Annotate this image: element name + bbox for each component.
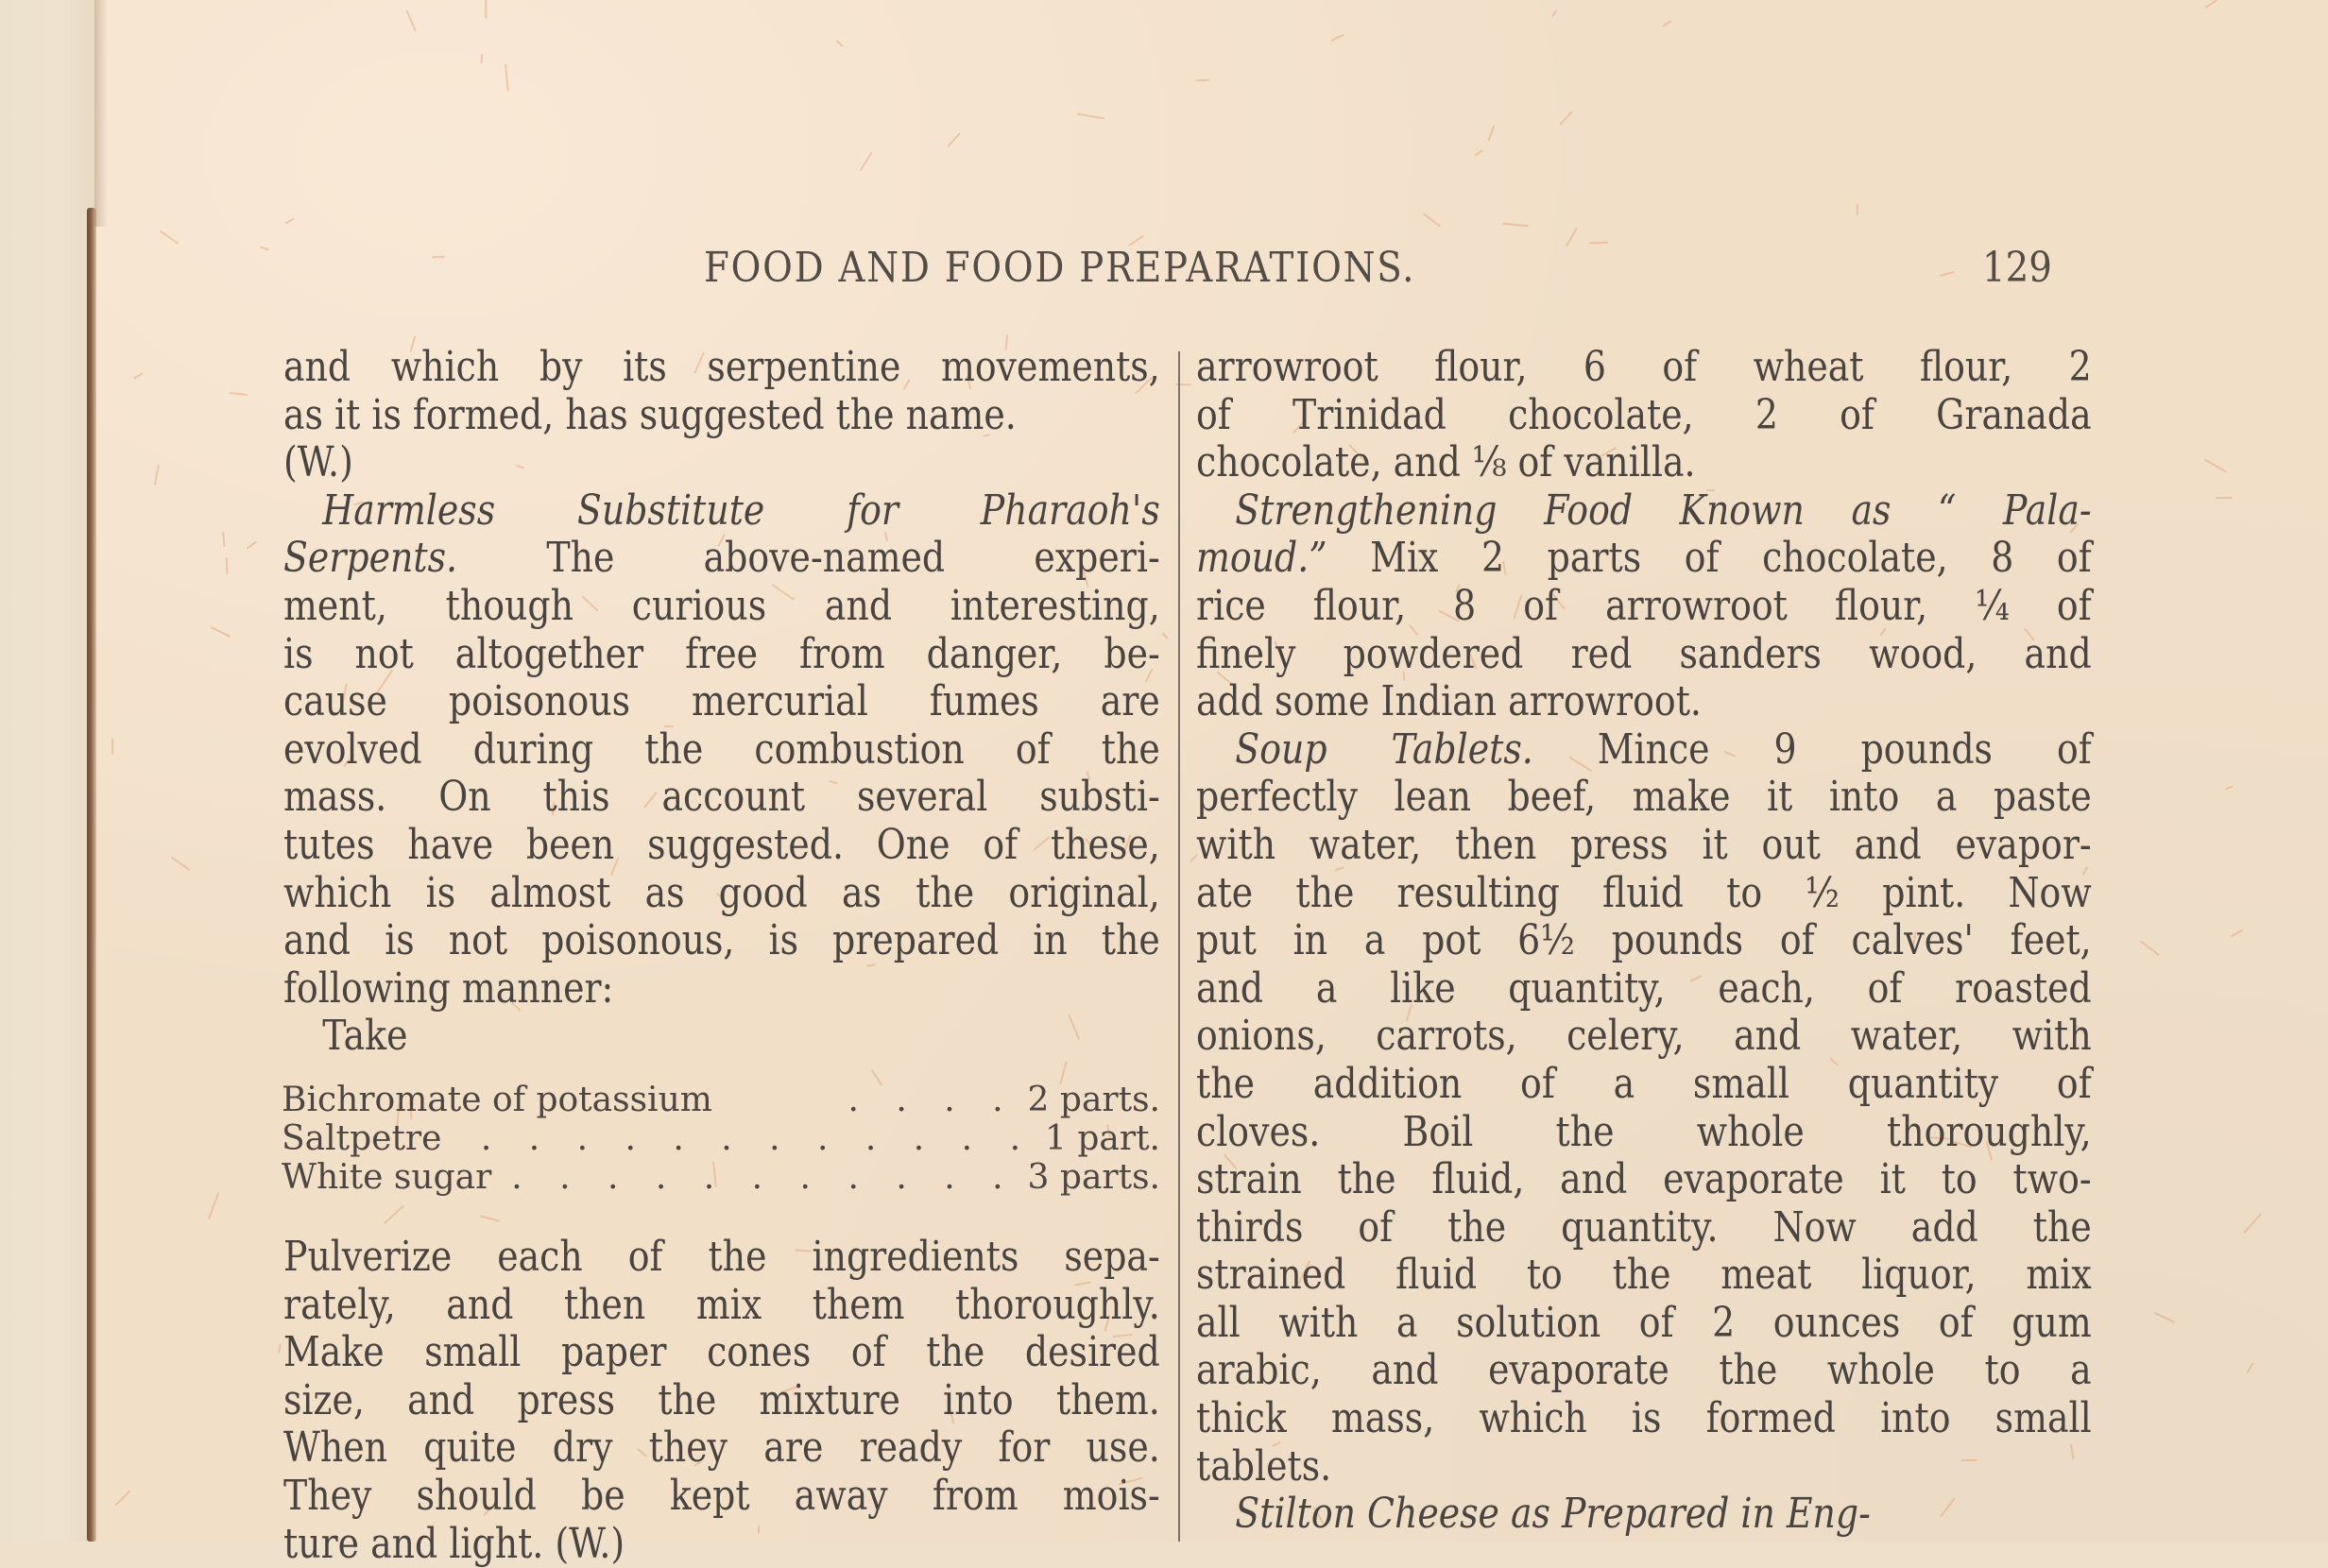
line-text: with water, then press it out and evapor- bbox=[1196, 820, 2092, 869]
line-text: and a like quantity, each, of roasted bbox=[1196, 963, 2092, 1013]
text-line bbox=[283, 965, 1160, 1014]
italic-heading: Stilton Cheese as Prepared in Eng- bbox=[1235, 1490, 1871, 1539]
text-line bbox=[1196, 1300, 2092, 1348]
text-line bbox=[1196, 535, 2092, 583]
line-text: put in a pot 6½ pounds of calves' feet, bbox=[1196, 916, 2092, 965]
line-text: the addition of a small quantity of bbox=[1196, 1059, 2092, 1108]
text-line bbox=[283, 678, 1160, 726]
line-text: is not altogether free from danger, be- bbox=[283, 629, 1160, 678]
line-text: of Trinidad chocolate, 2 of Granada bbox=[1196, 390, 2092, 439]
text-line bbox=[1196, 726, 2092, 775]
line-text: and which by its serpentine movements, bbox=[283, 343, 1160, 391]
line-text: They should be kept away from mois- bbox=[283, 1471, 1160, 1520]
text-line bbox=[1196, 1109, 2092, 1157]
page-gutter-edge bbox=[87, 208, 96, 1542]
line-text: finely powdered red sanders wood, and bbox=[1196, 629, 2092, 678]
text-line bbox=[283, 726, 1160, 775]
line-text: size, and press the mixture into them. bbox=[283, 1375, 1160, 1424]
text-line bbox=[283, 392, 1160, 440]
left-column bbox=[283, 344, 1162, 1061]
line-text: Pulverize each of the ingredients sepa- bbox=[283, 1233, 1160, 1281]
text-line bbox=[1196, 1443, 2092, 1491]
right-column bbox=[1196, 344, 2094, 1539]
line-text: rice flour, 8 of arrowroot flour, ¼ of bbox=[1196, 581, 2092, 630]
line-text: The above-named experi- bbox=[457, 534, 1160, 583]
text-line bbox=[1196, 392, 2092, 440]
text-line bbox=[1196, 1204, 2092, 1253]
italic-heading: Harmless Substitute for Pharaoh's bbox=[322, 486, 1160, 535]
line-text: arabic, and evaporate the whole to a bbox=[1196, 1346, 2092, 1395]
text-line bbox=[283, 631, 1160, 679]
text-line bbox=[283, 1282, 1160, 1330]
leader-dots: . . . . . . . . . . . bbox=[511, 1158, 1017, 1197]
text-line bbox=[283, 822, 1160, 870]
text-line bbox=[1196, 1491, 2092, 1539]
running-head: FOOD AND FOOD PREPARATIONS. bbox=[704, 244, 1416, 292]
text-line bbox=[1196, 583, 2092, 631]
italic-heading: Soup Tablets. bbox=[1235, 724, 1533, 774]
text-line bbox=[1196, 870, 2092, 918]
line-text: (W.) bbox=[283, 438, 353, 487]
line-text: add some Indian arrowroot. bbox=[1196, 677, 1702, 726]
text-line bbox=[1196, 1252, 2092, 1300]
line-text: cloves. Boil the whole thoroughly, bbox=[1196, 1107, 2092, 1156]
ingredient-quantity: 1 part. bbox=[1045, 1119, 1160, 1158]
ingredient-row bbox=[282, 1119, 1160, 1158]
text-line bbox=[1196, 631, 2092, 679]
text-line bbox=[1196, 487, 2092, 536]
text-line bbox=[1196, 344, 2092, 392]
paper-fiber bbox=[480, 54, 483, 63]
line-text: strained fluid to the meat liquor, mix bbox=[1196, 1251, 2092, 1300]
line-text: mass. On this account several substi- bbox=[283, 773, 1160, 822]
text-line bbox=[1196, 1347, 2092, 1395]
line-text: chocolate, and ⅛ of vanilla. bbox=[1196, 438, 1696, 487]
text-line bbox=[283, 774, 1160, 822]
text-line bbox=[283, 1377, 1160, 1425]
line-text: arrowroot flour, 6 of wheat flour, 2 bbox=[1196, 343, 2092, 391]
line-text: ture and light. (W.) bbox=[283, 1519, 625, 1568]
column-divider bbox=[1178, 351, 1180, 1542]
text-line bbox=[283, 1329, 1160, 1377]
text-line bbox=[1196, 774, 2092, 822]
ingredient-quantity: 2 parts. bbox=[1027, 1081, 1160, 1119]
line-text: tablets. bbox=[1196, 1441, 1332, 1491]
text-line bbox=[283, 487, 1160, 536]
text-line bbox=[1196, 822, 2092, 870]
text-line bbox=[1196, 1156, 2092, 1204]
ingredient-name: White sugar bbox=[282, 1158, 492, 1197]
text-line bbox=[1196, 1013, 2092, 1061]
line-text: Make small paper cones of the desired bbox=[283, 1328, 1160, 1377]
line-text: perfectly lean beef, make it into a paste bbox=[1196, 773, 2092, 822]
ingredients-table bbox=[282, 1081, 1160, 1197]
text-line bbox=[283, 583, 1160, 631]
previous-page-edge bbox=[0, 0, 94, 1542]
line-text: Take bbox=[322, 1012, 408, 1061]
text-line bbox=[283, 1234, 1160, 1282]
text-line bbox=[1196, 1061, 2092, 1109]
text-line bbox=[283, 870, 1160, 918]
line-text: and is not poisonous, is prepared in the bbox=[283, 916, 1160, 965]
leader-dots: . . . . . . . . . . . . bbox=[480, 1119, 1035, 1158]
line-text: When quite dry they are ready for use. bbox=[283, 1423, 1160, 1473]
line-text: thirds of the quantity. Now add the bbox=[1196, 1202, 2092, 1252]
left-column-continued bbox=[283, 1234, 1162, 1568]
line-text: which is almost as good as the original, bbox=[283, 868, 1160, 917]
line-text: thick mass, which is formed into small bbox=[1196, 1394, 2092, 1443]
line-text: Mix 2 parts of chocolate, 8 of bbox=[1327, 534, 2092, 583]
text-line bbox=[283, 1013, 1160, 1061]
line-text: as it is formed, has suggested the name. bbox=[283, 390, 1017, 439]
line-text: ment, though curious and interesting, bbox=[283, 581, 1160, 630]
line-text: following manner: bbox=[283, 963, 614, 1013]
paper-fiber bbox=[1857, 205, 1858, 216]
line-text: Mince 9 pounds of bbox=[1532, 724, 2092, 774]
leader-dots: . . . . bbox=[847, 1081, 1017, 1119]
text-line bbox=[283, 917, 1160, 965]
ingredient-name: Bichromate of potassium bbox=[282, 1081, 712, 1119]
line-text: rately, and then mix them thoroughly. bbox=[283, 1280, 1160, 1329]
text-line bbox=[283, 1424, 1160, 1473]
italic-heading: Serpents. bbox=[283, 534, 458, 583]
text-line bbox=[283, 1473, 1160, 1521]
line-text: ate the resulting fluid to ½ pint. Now bbox=[1196, 868, 2092, 917]
text-line bbox=[283, 344, 1160, 392]
ingredient-quantity: 3 parts. bbox=[1027, 1158, 1160, 1197]
line-text: evolved during the combustion of the bbox=[283, 724, 1160, 774]
page-shadow bbox=[94, 0, 108, 227]
text-line bbox=[1196, 965, 2092, 1014]
text-line bbox=[283, 1521, 1160, 1568]
line-text: all with a solution of 2 ounces of gum bbox=[1196, 1298, 2092, 1347]
ingredient-name: Saltpetre bbox=[282, 1119, 442, 1158]
text-line bbox=[1196, 678, 2092, 726]
italic-heading: moud.” bbox=[1196, 534, 1327, 583]
page-number: 129 bbox=[1982, 244, 2052, 292]
italic-heading: Strengthening Food Known as “ Pala- bbox=[1235, 486, 2092, 535]
ingredient-row bbox=[282, 1158, 1160, 1197]
text-line bbox=[1196, 439, 2092, 487]
line-text: onions, carrots, celery, and water, with bbox=[1196, 1012, 2092, 1061]
text-line bbox=[1196, 917, 2092, 965]
text-line bbox=[1196, 1395, 2092, 1443]
line-text: strain the fluid, and evaporate it to two- bbox=[1196, 1155, 2092, 1204]
text-line bbox=[283, 535, 1160, 583]
text-line bbox=[283, 439, 1160, 487]
line-text: tutes have been suggested. One of these, bbox=[283, 820, 1160, 869]
line-text: cause poisonous mercurial fumes are bbox=[283, 677, 1160, 726]
ingredient-row bbox=[282, 1081, 1160, 1119]
